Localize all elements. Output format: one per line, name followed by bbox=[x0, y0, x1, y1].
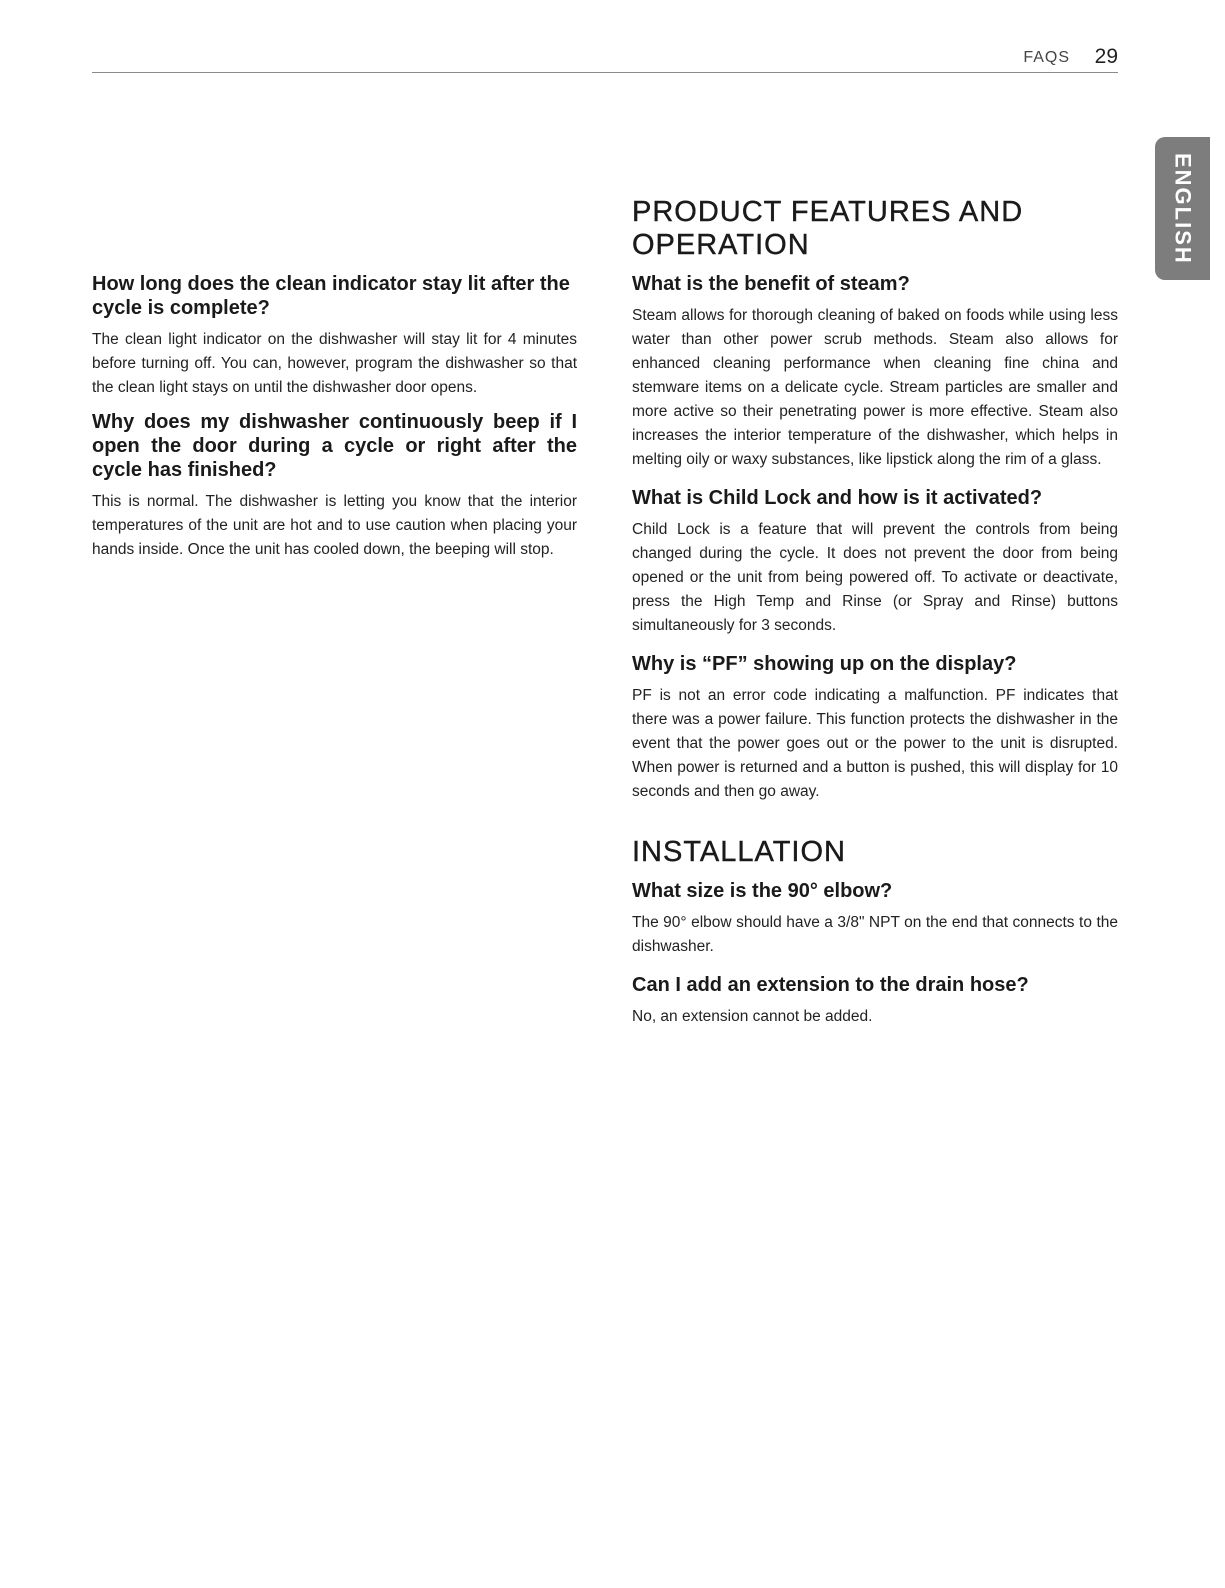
header-rule bbox=[92, 72, 1118, 73]
faq-question: What size is the 90° elbow? bbox=[632, 880, 893, 902]
faq-answer: Child Lock is a feature that will prevent the controls from being changed during the cycle. It does not prevent the door from being opened or the unit from being powered off. To activate or deactivate, press the High Temp and Rinse (or Spray and Rinse) buttons simultaneously for 3 seconds. bbox=[632, 521, 1118, 634]
header-section-label: FAQS bbox=[1023, 49, 1070, 66]
language-tab-label: ENGLISH bbox=[1170, 152, 1196, 265]
faq-answer: PF is not an error code indicating a malfunction. PF indicates that there was a power failure. This function protects the dishwasher in the event that the power goes out or the power to the unit is disrupted. When power is returned and a button is pushed, this will display for 10 seconds and then go away. bbox=[632, 687, 1118, 800]
faq-question: Why does my dishwasher continuously beep if I open the door during a cycle or right after the cycle has finished? bbox=[92, 411, 577, 481]
faq-answer: Steam allows for thorough cleaning of baked on foods while using less water than other power scrub methods. Steam also allows for enhanced cleaning performance when cleaning fine china and stemware items on a delicate cycle. Stream particles are smaller and more active so their penetrating power is more effective. Steam also increases the interior temperature of the dishwasher, which helps in melting oily or waxy substances, like lipstick along the rim of a glass. bbox=[632, 307, 1118, 468]
page-number: 29 bbox=[1094, 45, 1118, 68]
faq-answer: The clean light indicator on the dishwasher will stay lit for 4 minutes before turning off. You can, however, program the dishwasher so that the clean light stays on until the dishwasher door opens. bbox=[92, 331, 577, 396]
section-title-installation: INSTALLATION bbox=[632, 836, 846, 868]
right-column bbox=[632, 196, 1118, 1039]
faq-question: What is the benefit of steam? bbox=[632, 273, 910, 295]
faq-answer: No, an extension cannot be added. bbox=[632, 1008, 873, 1025]
faq-answer: The 90° elbow should have a 3/8" NPT on the end that connects to the dishwasher. bbox=[632, 914, 1118, 955]
left-column bbox=[92, 272, 577, 572]
section-title-product-features: PRODUCT FEATURES AND OPERATION bbox=[632, 196, 1024, 261]
faq-question: What is Child Lock and how is it activated? bbox=[632, 487, 1043, 509]
faq-answer: This is normal. The dishwasher is letting you know that the interior temperatures of the unit are hot and to use caution when placing your hands inside. Once the unit has cooled down, the beeping will stop. bbox=[92, 493, 577, 558]
language-tab bbox=[1155, 137, 1210, 280]
faq-question: Why is “PF” showing up on the display? bbox=[632, 653, 1017, 675]
faq-question: Can I add an extension to the drain hose? bbox=[632, 974, 1029, 996]
faq-question: How long does the clean indicator stay lit after the cycle is complete? bbox=[92, 273, 570, 319]
